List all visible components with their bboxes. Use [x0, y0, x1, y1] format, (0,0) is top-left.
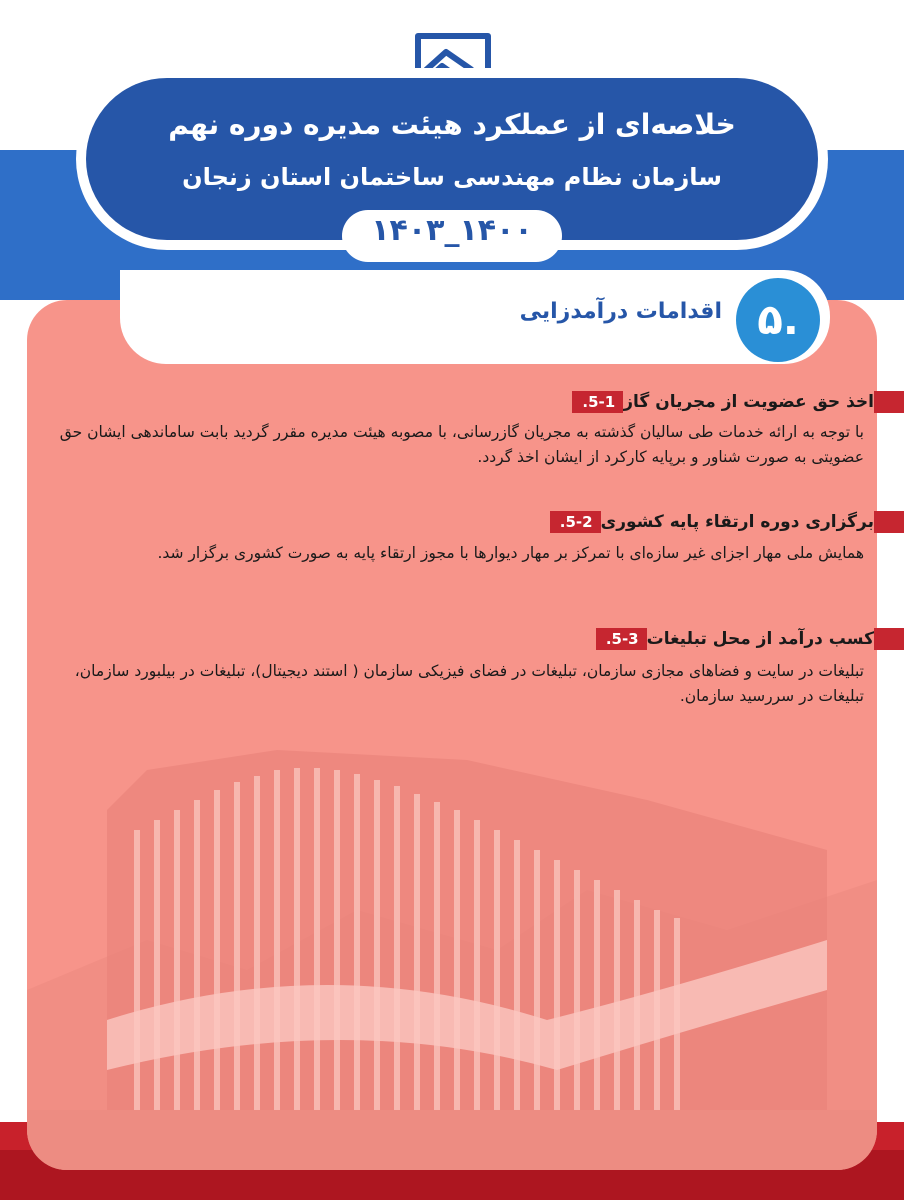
organization-name: سازمان نظام مهندسی ساختمان استان زنجان: [182, 163, 722, 191]
item-number: 5-3.: [596, 628, 647, 650]
years-label: ۱۴۰۰_۱۴۰۳: [371, 213, 533, 248]
item-title: اخذ حق عضویت از مجریان گاز: [623, 392, 874, 412]
item-title: کسب درآمد از محل تبلیغات: [646, 629, 874, 649]
item-number: 5-2.: [550, 511, 601, 533]
item-body: همایش ملی مهار اجزای غیر سازه‌ای با تمرکز بر مهار دیوارها با مجوز ارتقاء پایه به صورت کشوری برگزار شد.: [157, 544, 864, 562]
item-number-bar: [874, 511, 904, 533]
item-number-bar: [874, 391, 904, 413]
section-number-badge: ۵.: [736, 278, 820, 362]
item-number-bar: [874, 628, 904, 650]
item-heading: [592, 628, 874, 650]
building-photo: [27, 690, 877, 1170]
item-title: برگزاری دوره ارتقاء پایه کشوری: [600, 512, 874, 532]
section-title: اقدامات درآمدزایی: [519, 299, 722, 324]
item-body: تبلیغات در سایت و فضاهای مجازی سازمان، تبلیغات در فضای فیزیکی سازمان ( استند دیجیتال)، تبلیغات در بیلبورد سازمان، تبلیغات در سررسید سازمان.: [74, 662, 864, 705]
item-heading: [546, 511, 874, 533]
page-title: خلاصه‌ای از عملکرد هیئت مدیره دوره نهم: [168, 108, 736, 141]
item-number: 5-1.: [572, 391, 623, 413]
item-body: با توجه به ارائه خدمات طی سالیان گذشته به مجریان گازرسانی، با مصوبه هیئت مدیره مقرر گردید بابت ساماندهی ایشان حق عضویتی به صورت شناور و برپایه کارکرد از ایشان اخذ گردد.: [59, 423, 864, 466]
item-heading: [568, 391, 874, 413]
